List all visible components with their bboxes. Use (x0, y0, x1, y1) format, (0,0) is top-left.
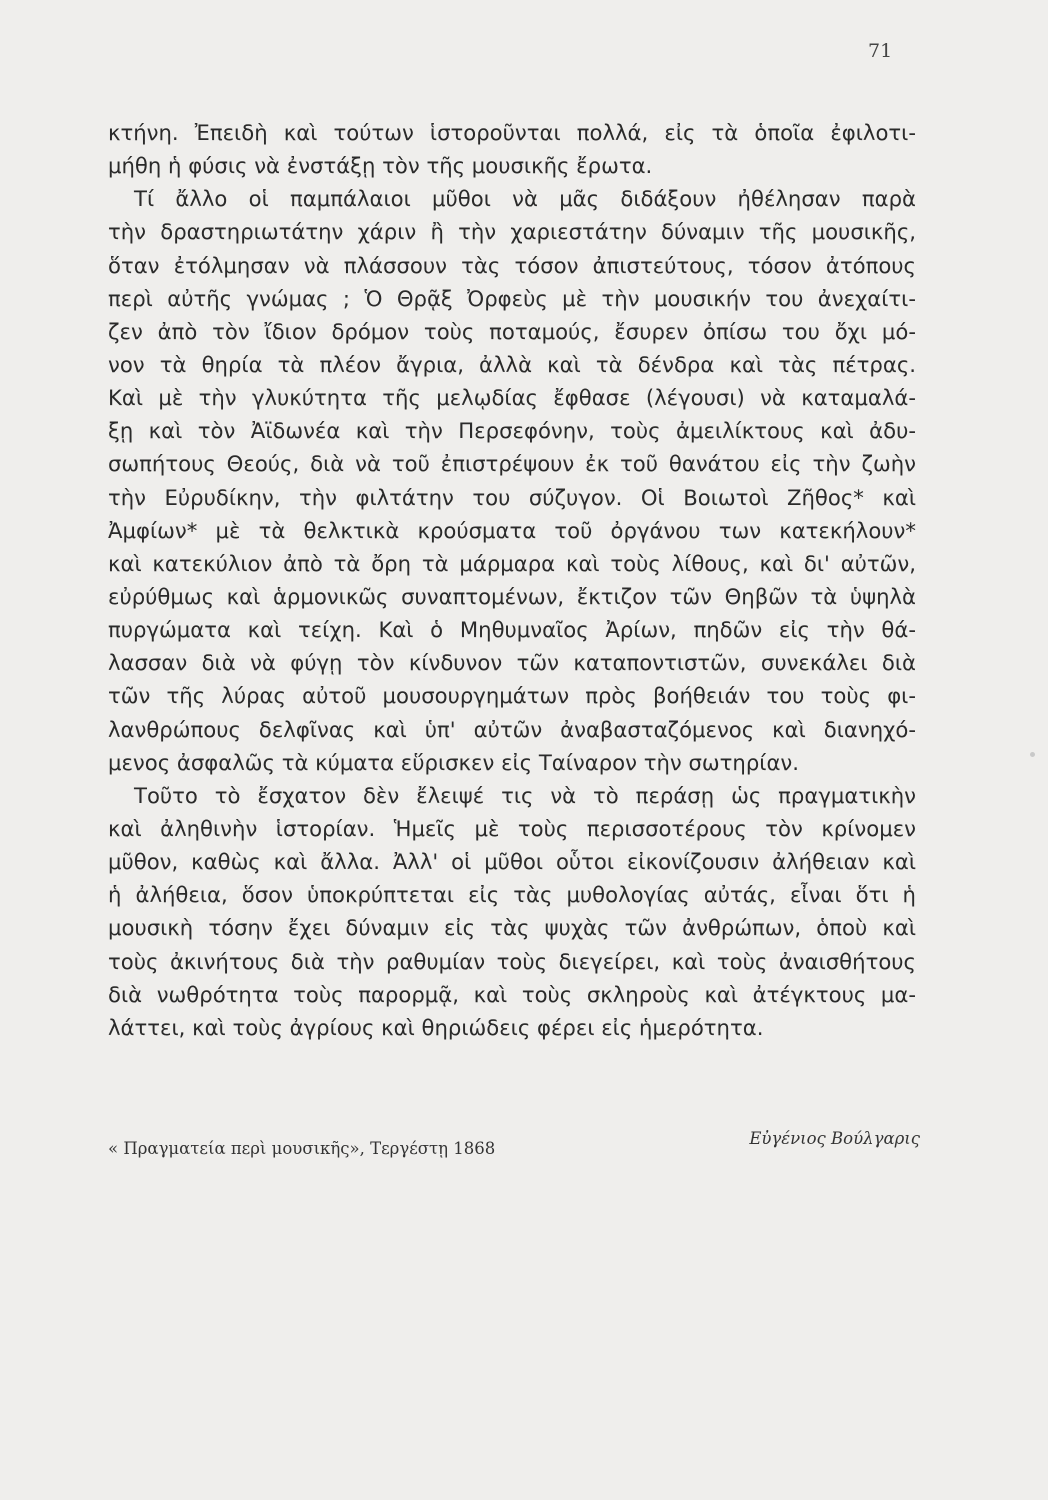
author-signature: Εὐγένιος Βούλγαρις (749, 1129, 920, 1148)
body-text (108, 116, 916, 1044)
text-line: καὶ κατεκύλιον ἀπὸ τὰ ὄρη τὰ μάρμαρα καὶ τοὺς λίθους, καὶ δι' αὐτῶν, (108, 550, 916, 576)
text-line: μῦθον, καθὼς καὶ ἄλλα. Ἀλλ' οἱ μῦθοι οὗτοι εἰκονίζουσιν ἀλήθειαν καὶ (108, 849, 916, 875)
text-line: κτήνη. Ἐπειδὴ καὶ τούτων ἱστοροῦνται πολλά, εἰς τὰ ὁποῖα ἐφιλοτι- (108, 120, 916, 145)
bleed-line (108, 1170, 928, 1204)
text-line: ξῃ καὶ τὸν Ἀϊδωνέα καὶ τὴν Περσεφόνην, τοὺς ἀμειλίκτους καὶ ἀδυ- (108, 418, 916, 444)
footer (108, 1129, 920, 1159)
text-line: λασσαν διὰ νὰ φύγῃ τὸν κίνδυνον τῶν καταποντιστῶν, συνεκάλει διὰ (108, 650, 916, 676)
text-line: Τί ἄλλο οἱ παμπάλαιοι μῦθοι νὰ μᾶς διδάξουν ἠθέλησαν παρὰ (134, 186, 916, 212)
text-line: τὴν Εὐρυδίκην, τὴν φιλτάτην του σύζυγον. Οἱ Βοιωτοὶ Ζῆθος* καὶ (108, 484, 916, 510)
text-line: πυργώματα καὶ τείχη. Καὶ ὁ Μηθυμναῖος Ἀρίων, πηδῶν εἰς τὴν θά- (108, 617, 916, 643)
text-line: μουσικὴ τόσην ἔχει δύναμιν εἰς τὰς ψυχὰς τῶν ἀνθρώπων, ὁποὺ καὶ (108, 915, 916, 941)
bleed-through-texture (108, 1170, 928, 1204)
text-line: Καὶ μὲ τὴν γλυκύτητα τῆς μελῳδίας ἔφθασε (λέγουσι) νὰ καταμαλά- (108, 385, 916, 411)
text-line: εὐρύθμως καὶ ἁρμονικῶς συναπτομένων, ἔκτιζον τῶν Θηβῶν τὰ ὑψηλὰ (108, 583, 916, 609)
text-line: Τοῦτο τὸ ἔσχατον δὲν ἔλειψέ τις νὰ τὸ περάσῃ ὡς πραγματικὴν (134, 782, 916, 808)
text-line: μενος ἀσφαλῶς τὰ κύματα εὕρισκεν εἰς Ταίναρον τὴν σωτηρίαν. (108, 749, 799, 775)
text-line: λάττει, καὶ τοὺς ἀγρίους καὶ θηριώδεις φέρει εἰς ἡμερότητα. (108, 1014, 764, 1040)
text-line: διὰ νωθρότητα τοὺς παρορμᾷ, καὶ τοὺς σκληροὺς καὶ ἀτέγκτους μα- (108, 981, 916, 1007)
source-citation: « Πραγματεία περὶ μουσικῆς», Τεργέστῃ 1868 (108, 1139, 496, 1158)
text-line: τῶν τῆς λύρας αὐτοῦ μουσουργημάτων πρὸς βοήθειάν του τοὺς φι- (108, 683, 916, 709)
text-line: ὅταν ἐτόλμησαν νὰ πλάσσουν τὰς τόσον ἀπιστεύτους, τόσον ἀτόπους (108, 252, 916, 278)
text-line: σωπήτους Θεούς, διὰ νὰ τοῦ ἐπιστρέψουν ἐκ τοῦ θανάτου εἰς τὴν ζωὴν (108, 451, 916, 477)
text-line: ἡ ἀλήθεια, ὅσον ὑποκρύπτεται εἰς τὰς μυθολογίας αὐτάς, εἶναι ὅτι ἡ (108, 882, 916, 908)
text-line: νον τὰ θηρία τὰ πλέον ἄγρια, ἀλλὰ καὶ τὰ δένδρα καὶ τὰς πέτρας. (108, 351, 916, 377)
text-line: τοὺς ἀκινήτους διὰ τὴν ραθυμίαν τοὺς διεγείρει, καὶ τοὺς ἀναισθήτους (108, 948, 916, 974)
text-line: λανθρώπους δελφῖνας καὶ ὑπ' αὐτῶν ἀναβασταζόμενος καὶ διανηχό- (108, 716, 916, 742)
text-line: ζεν ἀπὸ τὸν ἴδιον δρόμον τοὺς ποταμούς, ἔσυρεν ὀπίσω του ὄχι μό- (108, 318, 916, 344)
text-line: μήθη ἡ φύσις νὰ ἐνστάξῃ τὸν τῆς μουσικῆς ἔρωτα. (108, 153, 653, 179)
text-line: τὴν δραστηριωτάτην χάριν ἢ τὴν χαριεστάτην δύναμιν τῆς μουσικῆς, (108, 219, 916, 245)
text-line: περὶ αὐτῆς γνώμας ; Ὁ Θρᾷξ Ὀρφεὺς μὲ τὴν μουσικήν του ἀνεχαίτι- (108, 285, 916, 311)
page-number: 71 (868, 40, 893, 62)
page-edge-mark (1030, 752, 1035, 757)
text-line: Ἀμφίων* μὲ τὰ θελκτικὰ κρούσματα τοῦ ὀργάνου των κατεκήλουν* (108, 517, 916, 543)
text-line: καὶ ἀληθινὴν ἱστορίαν. Ἡμεῖς μὲ τοὺς περισσοτέρους τὸν κρίνομεν (108, 815, 916, 841)
